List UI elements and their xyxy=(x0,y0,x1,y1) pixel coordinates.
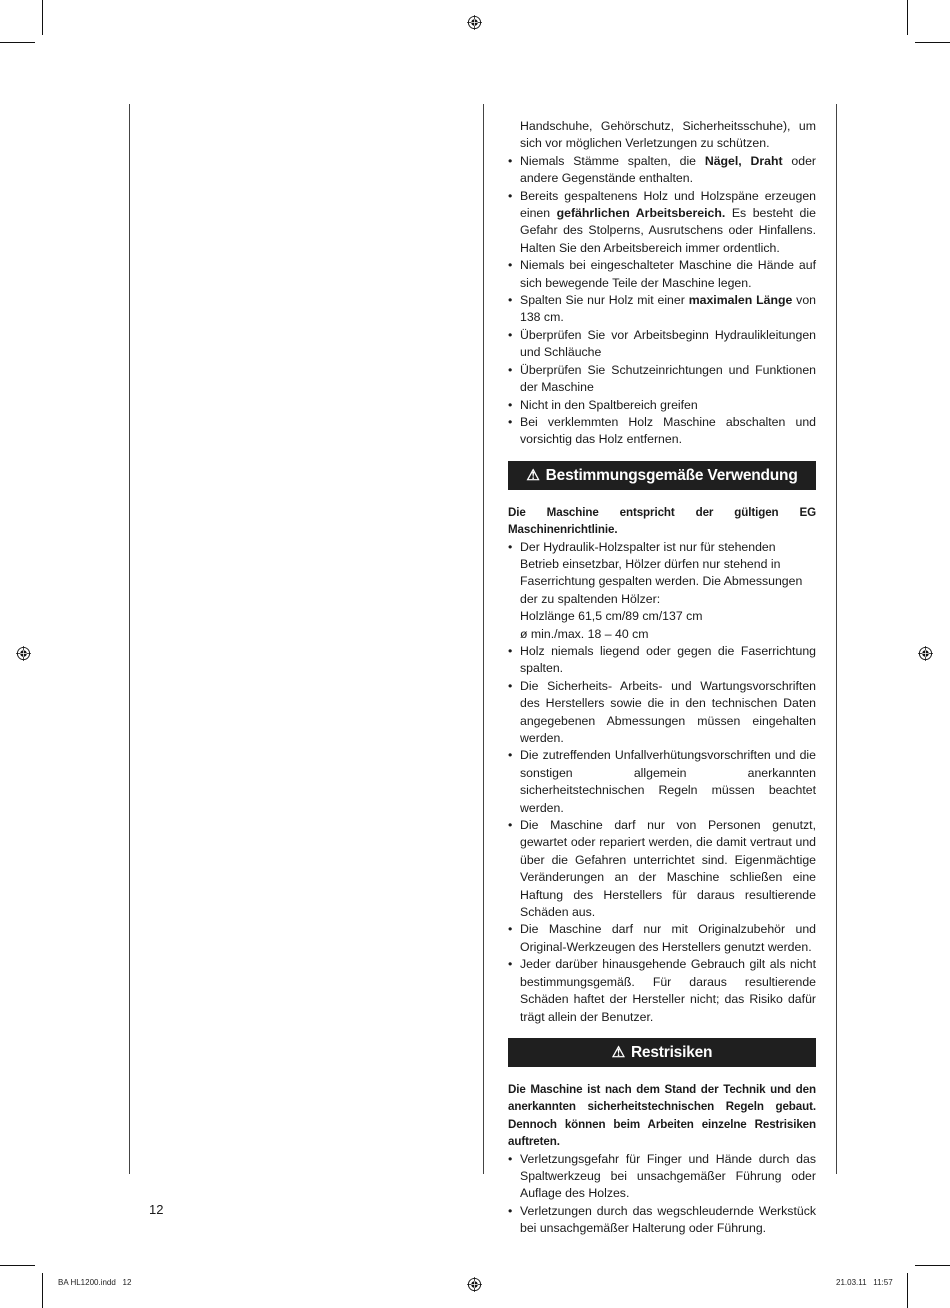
list-item: • Niemals Stämme spalten, die Nägel, Draht oder andere Gegenstände enthalten. xyxy=(508,153,816,188)
list-item: • Spalten Sie nur Holz mit einer maximalen Länge von 138 cm. xyxy=(508,292,816,327)
residual-risks-list xyxy=(508,1151,816,1238)
list-item: • Verletzungen durch das wegschleudernde Werkstück bei unsachgemäßer Halterung oder Führung. xyxy=(508,1203,816,1238)
section-heading-intended-use xyxy=(508,461,816,490)
list-item: • Verletzungsgefahr für Finger und Hände durch das Spaltwerkzeug bei unsachgemäßer Führung oder Auflage des Holzes. xyxy=(508,1151,816,1203)
list-item: • Jeder darüber hinausgehende Gebrauch gilt als nicht bestimmungsgemäß. Für daraus resultierende Schäden haftet der Hersteller nicht; das Risiko dafür trägt allein der Benutzer. xyxy=(508,956,816,1026)
list-item: • Die Maschine darf nur von Personen genutzt, gewartet oder repariert werden, die damit vertraut und über die Gefahren unterrichtet sind. Eigenmächtige Veränderungen an der Maschine schließen eine Haftung des Herstellers für daraus resultierende Schäden aus. xyxy=(508,817,816,921)
crop-mark xyxy=(42,1273,43,1308)
crop-mark xyxy=(0,42,35,43)
slug-file-info: BA HL1200.indd 12 xyxy=(58,1278,132,1287)
crop-mark xyxy=(42,0,43,35)
warning-triangle-icon: ⚠ xyxy=(526,466,540,484)
section-heading-residual-risks xyxy=(508,1038,816,1067)
page-number: 12 xyxy=(149,1202,164,1217)
continued-paragraph: Handschuhe, Gehörschutz, Sicherheitsschuhe), um sich vor möglichen Verletzungen zu schützen. xyxy=(520,119,816,151)
column-rule-middle xyxy=(483,104,484,1174)
list-item: • Holz niemals liegend oder gegen die Faserrichtung spalten. xyxy=(508,643,816,678)
crop-mark xyxy=(0,1265,35,1266)
slug-timestamp: 21.03.11 11:57 xyxy=(836,1278,893,1287)
column-rule-left xyxy=(129,104,130,1174)
crop-mark xyxy=(915,42,950,43)
registration-mark-icon xyxy=(467,1277,482,1292)
column-rule-right xyxy=(836,104,837,1174)
list-item: • Bei verklemmten Holz Maschine abschalten und vorsichtig das Holz entfernen. xyxy=(508,414,816,449)
registration-mark-icon xyxy=(918,646,933,661)
intended-use-list xyxy=(508,539,816,1026)
section-intro: Die Maschine ist nach dem Stand der Technik und den anerkannten sicherheitstechnischen Regeln gebaut. Dennoch können beim Arbeiten einzelne Restrisiken auftreten. xyxy=(508,1082,816,1149)
warning-triangle-icon: ⚠ xyxy=(611,1043,625,1061)
list-item: • Der Hydraulik-Holzspalter ist nur für stehenden Betrieb einsetzbar, Hölzer dürfen nur stehend in Faserrichtung gespalten werden. Die Abmessungen der zu spaltenden Hölzer: Holzlänge 61,5 cm/89 cm/137 cm ø min./max. 18 – 40 cm xyxy=(508,539,816,643)
text-column xyxy=(508,118,816,1238)
list-item: • Überprüfen Sie vor Arbeitsbeginn Hydraulikleitungen und Schläuche xyxy=(508,327,816,362)
registration-mark-icon xyxy=(467,15,482,30)
list-item: • Bereits gespaltenens Holz und Holzspäne erzeugen einen gefährlichen Arbeitsbereich. Es besteht die Gefahr des Stolperns, Ausrutschens oder Hinfallens. Halten Sie den Arbeitsbereich immer ordentlich. xyxy=(508,188,816,258)
list-item: • Niemals bei eingeschalteter Maschine die Hände auf sich bewegende Teile der Maschine legen. xyxy=(508,257,816,292)
list-item: • Überprüfen Sie Schutzeinrichtungen und Funktionen der Maschine xyxy=(508,362,816,397)
registration-mark-icon xyxy=(16,646,31,661)
list-item: • Nicht in den Spaltbereich greifen xyxy=(508,397,816,414)
section-intro: Die Maschine entspricht der gültigen EG Maschinenrichtlinie. xyxy=(508,505,816,537)
crop-mark xyxy=(915,1265,950,1266)
list-item: • Die Maschine darf nur mit Originalzubehör und Original-Werkzeugen des Herstellers genutzt werden. xyxy=(508,921,816,956)
section-heading-text: Restrisiken xyxy=(630,1043,713,1061)
section-heading-text: Bestimmungsgemäße Verwendung xyxy=(545,466,798,484)
crop-mark xyxy=(907,1273,908,1308)
list-item: • Die zutreffenden Unfallverhütungsvorschriften und die sonstigen allgemein anerkannten sicherheitstechnischen Regeln müssen beachtet werden. xyxy=(508,747,816,817)
safety-list xyxy=(508,153,816,449)
crop-mark xyxy=(907,0,908,35)
list-item: • Die Sicherheits- Arbeits- und Wartungsvorschriften des Herstellers sowie die in den technischen Daten angegebenen Abmessungen müssen eingehalten werden. xyxy=(508,678,816,748)
